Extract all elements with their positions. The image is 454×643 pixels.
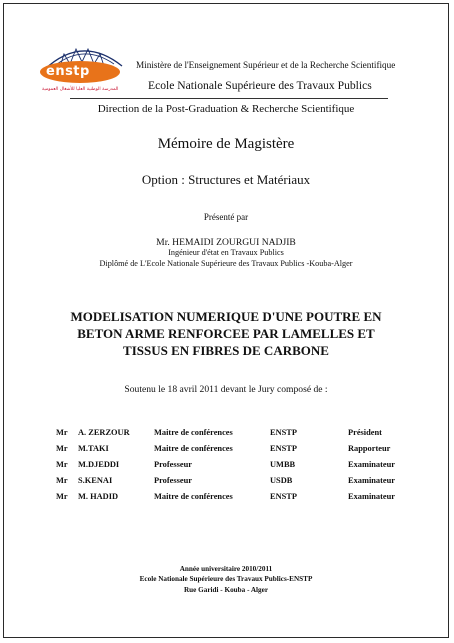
jury-grade: Maitre de conférences bbox=[154, 444, 233, 453]
jury-row bbox=[56, 428, 426, 444]
author-name: Mr. HEMAIDI ZOURGUI NADJIB bbox=[156, 237, 296, 248]
logo-arabic-text: المدرسة الوطنية العليا للأشغال العمومية bbox=[42, 87, 119, 92]
jury-institution: ENSTP bbox=[270, 492, 297, 501]
thesis-title-line: MODELISATION NUMERIQUE D'UNE POUTRE EN bbox=[70, 309, 382, 324]
jury-row bbox=[56, 492, 426, 508]
jury-name: M.TAKI bbox=[78, 444, 109, 453]
footer-school: Ecole Nationale Supérieure des Travaux Publics-ENSTP bbox=[139, 575, 313, 583]
jury-title: Mr bbox=[56, 476, 68, 485]
jury-role: Examinateur bbox=[348, 476, 395, 485]
jury-name: S.KENAI bbox=[78, 476, 113, 485]
jury-title: Mr bbox=[56, 428, 68, 437]
jury-name: M.DJEDDI bbox=[78, 460, 120, 469]
jury-grade: Maitre de conférences bbox=[154, 492, 233, 501]
jury-title: Mr bbox=[56, 444, 68, 453]
academic-year: Année universitaire 2010/2011 bbox=[179, 565, 273, 573]
thesis-title-line: BETON ARME RENFORCEE PAR LAMELLES ET bbox=[77, 326, 375, 341]
enstp-logo bbox=[34, 40, 130, 96]
presented-by: Présenté par bbox=[203, 212, 249, 222]
jury-institution: UMBB bbox=[270, 460, 296, 469]
jury-row bbox=[56, 444, 426, 460]
jury-name: A. ZERZOUR bbox=[78, 428, 130, 437]
jury-role: Président bbox=[348, 428, 382, 437]
jury-role: Examinateur bbox=[348, 492, 395, 501]
jury-name: M. HADID bbox=[78, 492, 119, 501]
author-degree: Ingénieur d'état en Travaux Publics bbox=[168, 248, 284, 257]
thesis-title-line: TISSUS EN FIBRES DE CARBONE bbox=[123, 343, 329, 358]
document-type: Mémoire de Magistère bbox=[157, 136, 295, 152]
jury-title: Mr bbox=[56, 492, 68, 501]
school-name: Ecole Nationale Supérieure des Travaux Publics bbox=[148, 79, 372, 92]
thesis-title bbox=[4, 308, 448, 359]
defense-date: Soutenu le 18 avril 2011 devant le Jury composé de : bbox=[124, 384, 328, 395]
jury-institution: ENSTP bbox=[270, 444, 297, 453]
jury-institution: USDB bbox=[270, 476, 293, 485]
logo-wordmark: enstp bbox=[46, 64, 90, 79]
jury-title: Mr bbox=[56, 460, 68, 469]
jury-row bbox=[56, 460, 426, 476]
ministry-line: Ministère de l'Enseignement Supérieur et de la Recherche Scientifique bbox=[136, 60, 396, 70]
jury-role: Examinateur bbox=[348, 460, 395, 469]
jury-row bbox=[56, 476, 426, 492]
jury-institution: ENSTP bbox=[270, 428, 297, 437]
author-diploma: Diplômé de L'Ecole Nationale Supérieure des Travaux Publics -Kouba-Alger bbox=[99, 259, 353, 268]
option-line: Option : Structures et Matériaux bbox=[141, 172, 311, 187]
jury-grade: Professeur bbox=[154, 460, 192, 469]
document-page bbox=[3, 3, 449, 638]
header-divider bbox=[70, 98, 388, 99]
footer-address: Rue Garidi - Kouba - Alger bbox=[183, 586, 269, 594]
direction-line: Direction de la Post-Graduation & Recherche Scientifique bbox=[97, 103, 355, 115]
jury-grade: Maitre de conférences bbox=[154, 428, 233, 437]
jury-table bbox=[56, 428, 426, 508]
jury-grade: Professeur bbox=[154, 476, 192, 485]
jury-role: Rapporteur bbox=[348, 444, 391, 453]
